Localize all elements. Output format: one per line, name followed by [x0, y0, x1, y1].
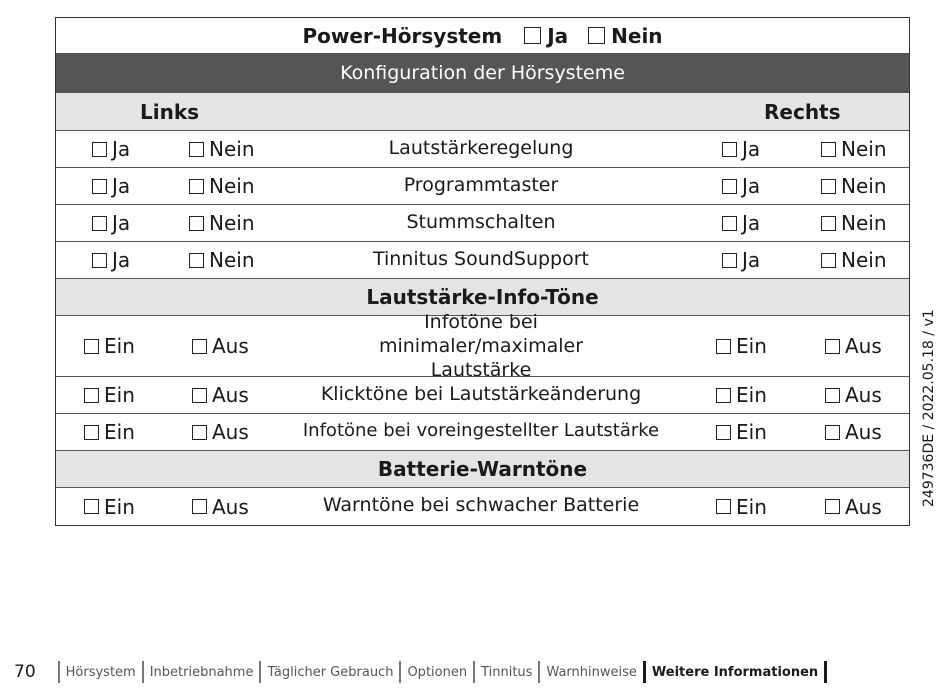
power-no-label: Nein [611, 23, 663, 48]
right-on-checkbox[interactable] [716, 334, 767, 358]
right-off-checkbox[interactable] [825, 383, 882, 407]
checkbox-icon [524, 27, 541, 44]
option-label: Ein [736, 494, 767, 519]
left-off-checkbox[interactable] [192, 495, 249, 519]
right-yes-checkbox[interactable] [722, 137, 760, 161]
info-tones-header: Lautstärke-Info-Töne [366, 285, 599, 309]
option-label: Ja [112, 248, 131, 272]
left-off-checkbox[interactable] [192, 334, 249, 358]
checkbox-icon [192, 339, 207, 354]
checkbox-icon [821, 253, 836, 268]
right-off-checkbox[interactable] [825, 495, 882, 519]
control-row [56, 205, 909, 242]
checkbox-icon [189, 253, 204, 268]
right-on-checkbox[interactable] [716, 420, 767, 444]
control-row [56, 131, 909, 168]
footer-link-weitere-informationen[interactable]: Weitere Informationen [651, 664, 819, 680]
option-label: Aus [212, 383, 249, 407]
row-label: Lautstärkeregelung [388, 137, 574, 159]
left-side-label: Links [140, 99, 200, 124]
option-label: Nein [841, 174, 887, 198]
separator [259, 661, 261, 683]
option-label: Aus [845, 383, 882, 407]
separator [824, 661, 827, 683]
checkbox-icon [722, 253, 737, 268]
row-label: Infotöne bei minimaler/maximaler Lautstärke [378, 311, 584, 381]
info-row [56, 311, 909, 381]
checkbox-icon [821, 142, 836, 157]
left-no-checkbox[interactable] [189, 248, 255, 272]
option-label: Ein [736, 334, 767, 358]
checkbox-icon [84, 499, 99, 514]
option-label: Ein [736, 420, 767, 444]
footer-link-optionen[interactable]: Optionen [407, 664, 468, 680]
power-label: Power-Hörsystem [302, 23, 503, 48]
left-yes-checkbox[interactable] [92, 174, 130, 198]
checkbox-icon [821, 179, 836, 194]
option-label: Aus [212, 334, 249, 358]
right-on-checkbox[interactable] [716, 495, 767, 519]
checkbox-icon [92, 179, 107, 194]
checkbox-icon [92, 216, 107, 231]
checkbox-icon [92, 253, 107, 268]
option-label: Nein [209, 137, 255, 161]
left-on-checkbox[interactable] [84, 334, 135, 358]
control-row [56, 242, 909, 279]
option-label: Ein [104, 334, 135, 358]
separator [142, 661, 144, 683]
option-label: Nein [841, 137, 887, 161]
left-yes-checkbox[interactable] [92, 248, 130, 272]
checkbox-icon [189, 216, 204, 231]
checkbox-icon [716, 388, 731, 403]
footer-link-warnhinweise[interactable]: Warnhinweise [546, 664, 637, 680]
power-row [56, 18, 909, 54]
right-on-checkbox[interactable] [716, 383, 767, 407]
row-label: Infotöne bei voreingestellter Lautstärke [302, 420, 660, 441]
left-on-checkbox[interactable] [84, 420, 135, 444]
row-label: Tinnitus SoundSupport [372, 248, 590, 270]
info-row [56, 377, 909, 414]
checkbox-icon [189, 179, 204, 194]
checkbox-icon [825, 499, 840, 514]
checkbox-icon [84, 339, 99, 354]
left-yes-checkbox[interactable] [92, 137, 130, 161]
checkbox-icon [84, 388, 99, 403]
option-label: Nein [209, 174, 255, 198]
separator [399, 661, 401, 683]
document-code: 249736DE / 2022.05.18 / v1 [921, 309, 937, 507]
left-on-checkbox[interactable] [84, 495, 135, 519]
power-no-checkbox[interactable] [588, 24, 662, 48]
option-label: Ein [104, 420, 135, 444]
checkbox-icon [192, 499, 207, 514]
checkbox-icon [84, 425, 99, 440]
right-off-checkbox[interactable] [825, 420, 882, 444]
row-label: Klicktöne bei Lautstärkeänderung [320, 383, 642, 405]
sides-header-row [56, 93, 909, 131]
option-label: Aus [212, 494, 249, 519]
footer-link-taeglicher-gebrauch[interactable]: Täglicher Gebrauch [267, 664, 394, 680]
config-header: Konfiguration der Hörsysteme [340, 62, 625, 84]
option-label: Ein [736, 383, 767, 407]
checkbox-icon [825, 425, 840, 440]
option-label: Nein [841, 211, 887, 235]
control-row [56, 168, 909, 205]
left-no-checkbox[interactable] [189, 211, 255, 235]
checkbox-icon [192, 425, 207, 440]
left-off-checkbox[interactable] [192, 383, 249, 407]
power-yes-checkbox[interactable] [524, 24, 568, 48]
checkbox-icon [716, 499, 731, 514]
left-no-checkbox[interactable] [189, 174, 255, 198]
left-no-checkbox[interactable] [189, 137, 255, 161]
checkbox-icon [825, 339, 840, 354]
right-off-checkbox[interactable] [825, 334, 882, 358]
checkbox-icon [722, 179, 737, 194]
checkbox-icon [588, 27, 605, 44]
option-label: Aus [212, 420, 249, 444]
footer-link-inbetriebnahme[interactable]: Inbetriebnahme [149, 664, 254, 680]
option-label: Nein [841, 248, 887, 272]
right-yes-checkbox[interactable] [722, 211, 760, 235]
checkbox-icon [716, 425, 731, 440]
right-no-checkbox[interactable] [821, 137, 887, 161]
separator [473, 661, 475, 683]
config-header-row [56, 54, 909, 93]
row-label: Programmtaster [403, 174, 559, 196]
left-on-checkbox[interactable] [84, 383, 135, 407]
hearing-system-config-form [55, 17, 910, 526]
left-yes-checkbox[interactable] [92, 211, 130, 235]
option-label: Ja [112, 174, 131, 198]
separator [58, 661, 60, 683]
option-label: Ja [112, 211, 131, 235]
checkbox-icon [92, 142, 107, 157]
right-no-checkbox[interactable] [821, 174, 887, 198]
right-yes-checkbox[interactable] [722, 174, 760, 198]
option-label: Ja [742, 137, 761, 161]
option-label: Aus [845, 334, 882, 358]
row-label: Warntöne bei schwacher Batterie [322, 494, 640, 516]
checkbox-icon [722, 142, 737, 157]
option-label: Nein [209, 211, 255, 235]
option-label: Aus [845, 494, 882, 519]
checkbox-icon [821, 216, 836, 231]
option-label: Ja [112, 137, 131, 161]
battery-header: Batterie-Warntöne [377, 457, 588, 481]
option-label: Ja [742, 248, 761, 272]
footer-link-hoersystem[interactable]: Hörsystem [65, 664, 136, 680]
option-label: Ein [104, 383, 135, 407]
checkbox-icon [189, 142, 204, 157]
page-number: 70 [14, 662, 36, 682]
checkbox-icon [825, 388, 840, 403]
info-row [56, 414, 909, 451]
right-yes-checkbox[interactable] [722, 248, 760, 272]
power-yes-label: Ja [547, 23, 569, 48]
option-label: Ja [742, 174, 761, 198]
checkbox-icon [716, 339, 731, 354]
option-label: Ja [742, 211, 761, 235]
row-label: Stummschalten [406, 211, 556, 233]
option-label: Nein [209, 248, 255, 272]
right-no-checkbox[interactable] [821, 248, 887, 272]
separator [643, 661, 646, 683]
battery-header-row [56, 451, 909, 488]
left-off-checkbox[interactable] [192, 420, 249, 444]
right-no-checkbox[interactable] [821, 211, 887, 235]
separator [538, 661, 540, 683]
checkbox-icon [192, 388, 207, 403]
right-side-label: Rechts [764, 99, 841, 124]
footer-link-tinnitus[interactable]: Tinnitus [481, 664, 533, 680]
battery-row [56, 488, 909, 525]
option-label: Ein [104, 494, 135, 519]
footer-nav [14, 659, 833, 685]
option-label: Aus [845, 420, 882, 444]
checkbox-icon [722, 216, 737, 231]
